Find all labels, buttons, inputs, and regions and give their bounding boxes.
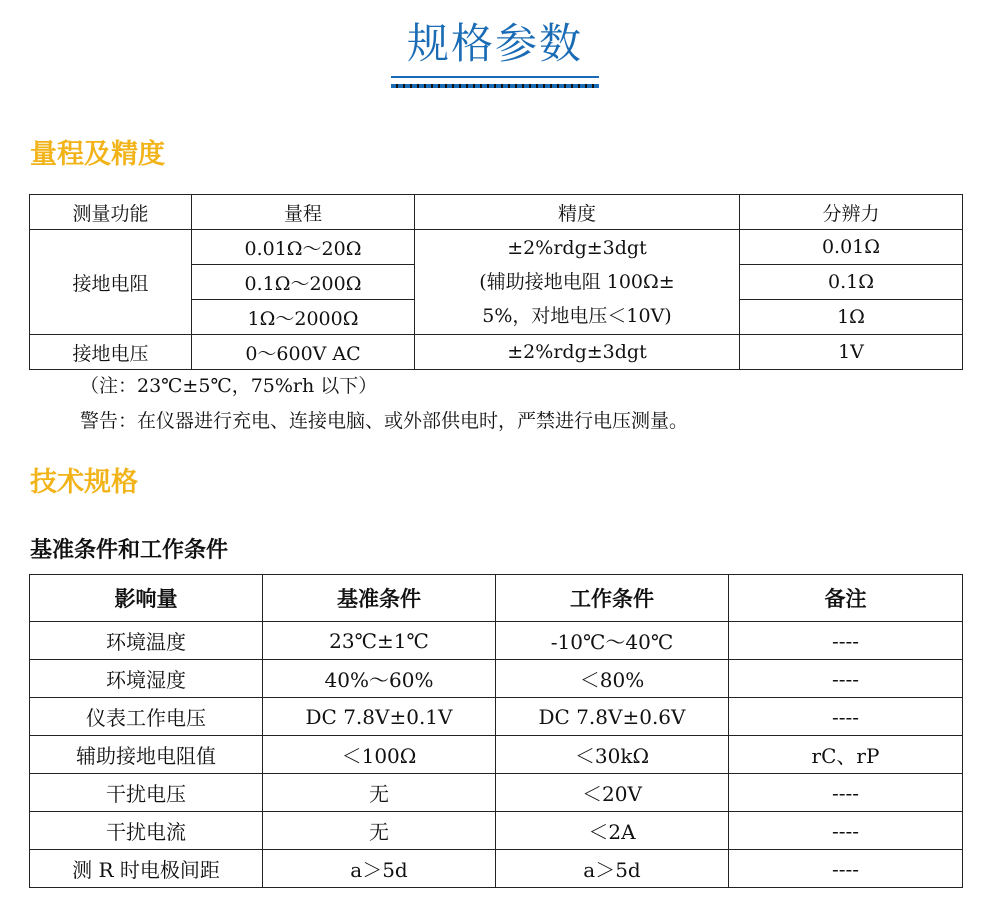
condition-note: （注：23℃±5℃，75%rh 以下）: [80, 375, 378, 397]
table-cell: ＜30kΩ: [496, 736, 729, 774]
subsection-title: 基准条件和工作条件: [30, 538, 229, 563]
header-cell: 工作条件: [496, 575, 729, 622]
resolution-cell: 0.1Ω: [740, 265, 963, 300]
table-cell: 23℃±1℃: [263, 622, 496, 660]
resolution-cell: 1V: [740, 335, 963, 370]
header-cell: 基准条件: [263, 575, 496, 622]
function-cell: 接地电压: [30, 335, 192, 370]
header-cell: 分辨力: [740, 195, 963, 230]
table-cell: 无: [263, 812, 496, 850]
accuracy-cell: ±2%rdg±3dgt: [415, 335, 740, 370]
table-cell: ＜20V: [496, 774, 729, 812]
header-cell: 测量功能: [30, 195, 192, 230]
section-title-range-accuracy: 量程及精度: [30, 139, 165, 170]
title-underline: [391, 76, 599, 78]
table-cell: ----: [729, 660, 963, 698]
table-cell: 环境湿度: [30, 660, 263, 698]
table-header-row: [30, 575, 963, 622]
header-cell: 影响量: [30, 575, 263, 622]
table-cell: ＜100Ω: [263, 736, 496, 774]
table-cell: ----: [729, 812, 963, 850]
table-cell: ----: [729, 774, 963, 812]
accuracy-line: (辅助接地电阻 100Ω±: [479, 271, 675, 293]
range-accuracy-table: [29, 194, 963, 370]
table-row: [30, 736, 963, 774]
header-cell: 量程: [192, 195, 415, 230]
function-cell: 接地电阻: [30, 230, 192, 335]
table-row: [30, 698, 963, 736]
table-row: [30, 850, 963, 888]
table-row: [30, 660, 963, 698]
header-cell: 精度: [415, 195, 740, 230]
accuracy-cell: [415, 230, 740, 335]
range-cell: 0.01Ω～20Ω: [192, 230, 415, 265]
table-cell: ----: [729, 698, 963, 736]
range-cell: 0～600V AC: [192, 335, 415, 370]
resolution-cell: 1Ω: [740, 300, 963, 335]
table-row: [30, 812, 963, 850]
section-title-tech-specs: 技术规格: [30, 467, 138, 498]
table-cell: DC 7.8V±0.6V: [496, 698, 729, 736]
table-cell: DC 7.8V±0.1V: [263, 698, 496, 736]
table-cell: a＞5d: [496, 850, 729, 888]
accuracy-line: 5%，对地电压＜10V): [482, 305, 672, 327]
table-cell: 仪表工作电压: [30, 698, 263, 736]
table-cell: -10℃～40℃: [496, 622, 729, 660]
table-cell: 干扰电流: [30, 812, 263, 850]
table-cell: 环境温度: [30, 622, 263, 660]
table-cell: rC、rP: [729, 736, 963, 774]
table-cell: ----: [729, 622, 963, 660]
header-cell: 备注: [729, 575, 963, 622]
range-cell: 0.1Ω～200Ω: [192, 265, 415, 300]
table-row: [30, 335, 963, 370]
page-title: 规格参数: [406, 19, 583, 68]
resolution-cell: 0.01Ω: [740, 230, 963, 265]
warning-note: 警告：在仪器进行充电、连接电脑、或外部供电时，严禁进行电压测量。: [80, 410, 689, 432]
table-header-row: [30, 195, 963, 230]
range-cell: 1Ω～2000Ω: [192, 300, 415, 335]
table-row: [30, 774, 963, 812]
table-cell: ----: [729, 850, 963, 888]
accuracy-line: ±2%rdg±3dgt: [507, 237, 647, 259]
table-cell: 40%～60%: [263, 660, 496, 698]
table-row: [30, 622, 963, 660]
table-cell: 测 R 时电极间距: [30, 850, 263, 888]
table-cell: a＞5d: [263, 850, 496, 888]
conditions-table: [29, 574, 963, 888]
table-cell: ＜80%: [496, 660, 729, 698]
table-cell: 无: [263, 774, 496, 812]
table-cell: 干扰电压: [30, 774, 263, 812]
table-cell: ＜2A: [496, 812, 729, 850]
title-underline-dashed: [391, 84, 599, 88]
table-cell: 辅助接地电阻值: [30, 736, 263, 774]
table-row: [30, 230, 963, 265]
